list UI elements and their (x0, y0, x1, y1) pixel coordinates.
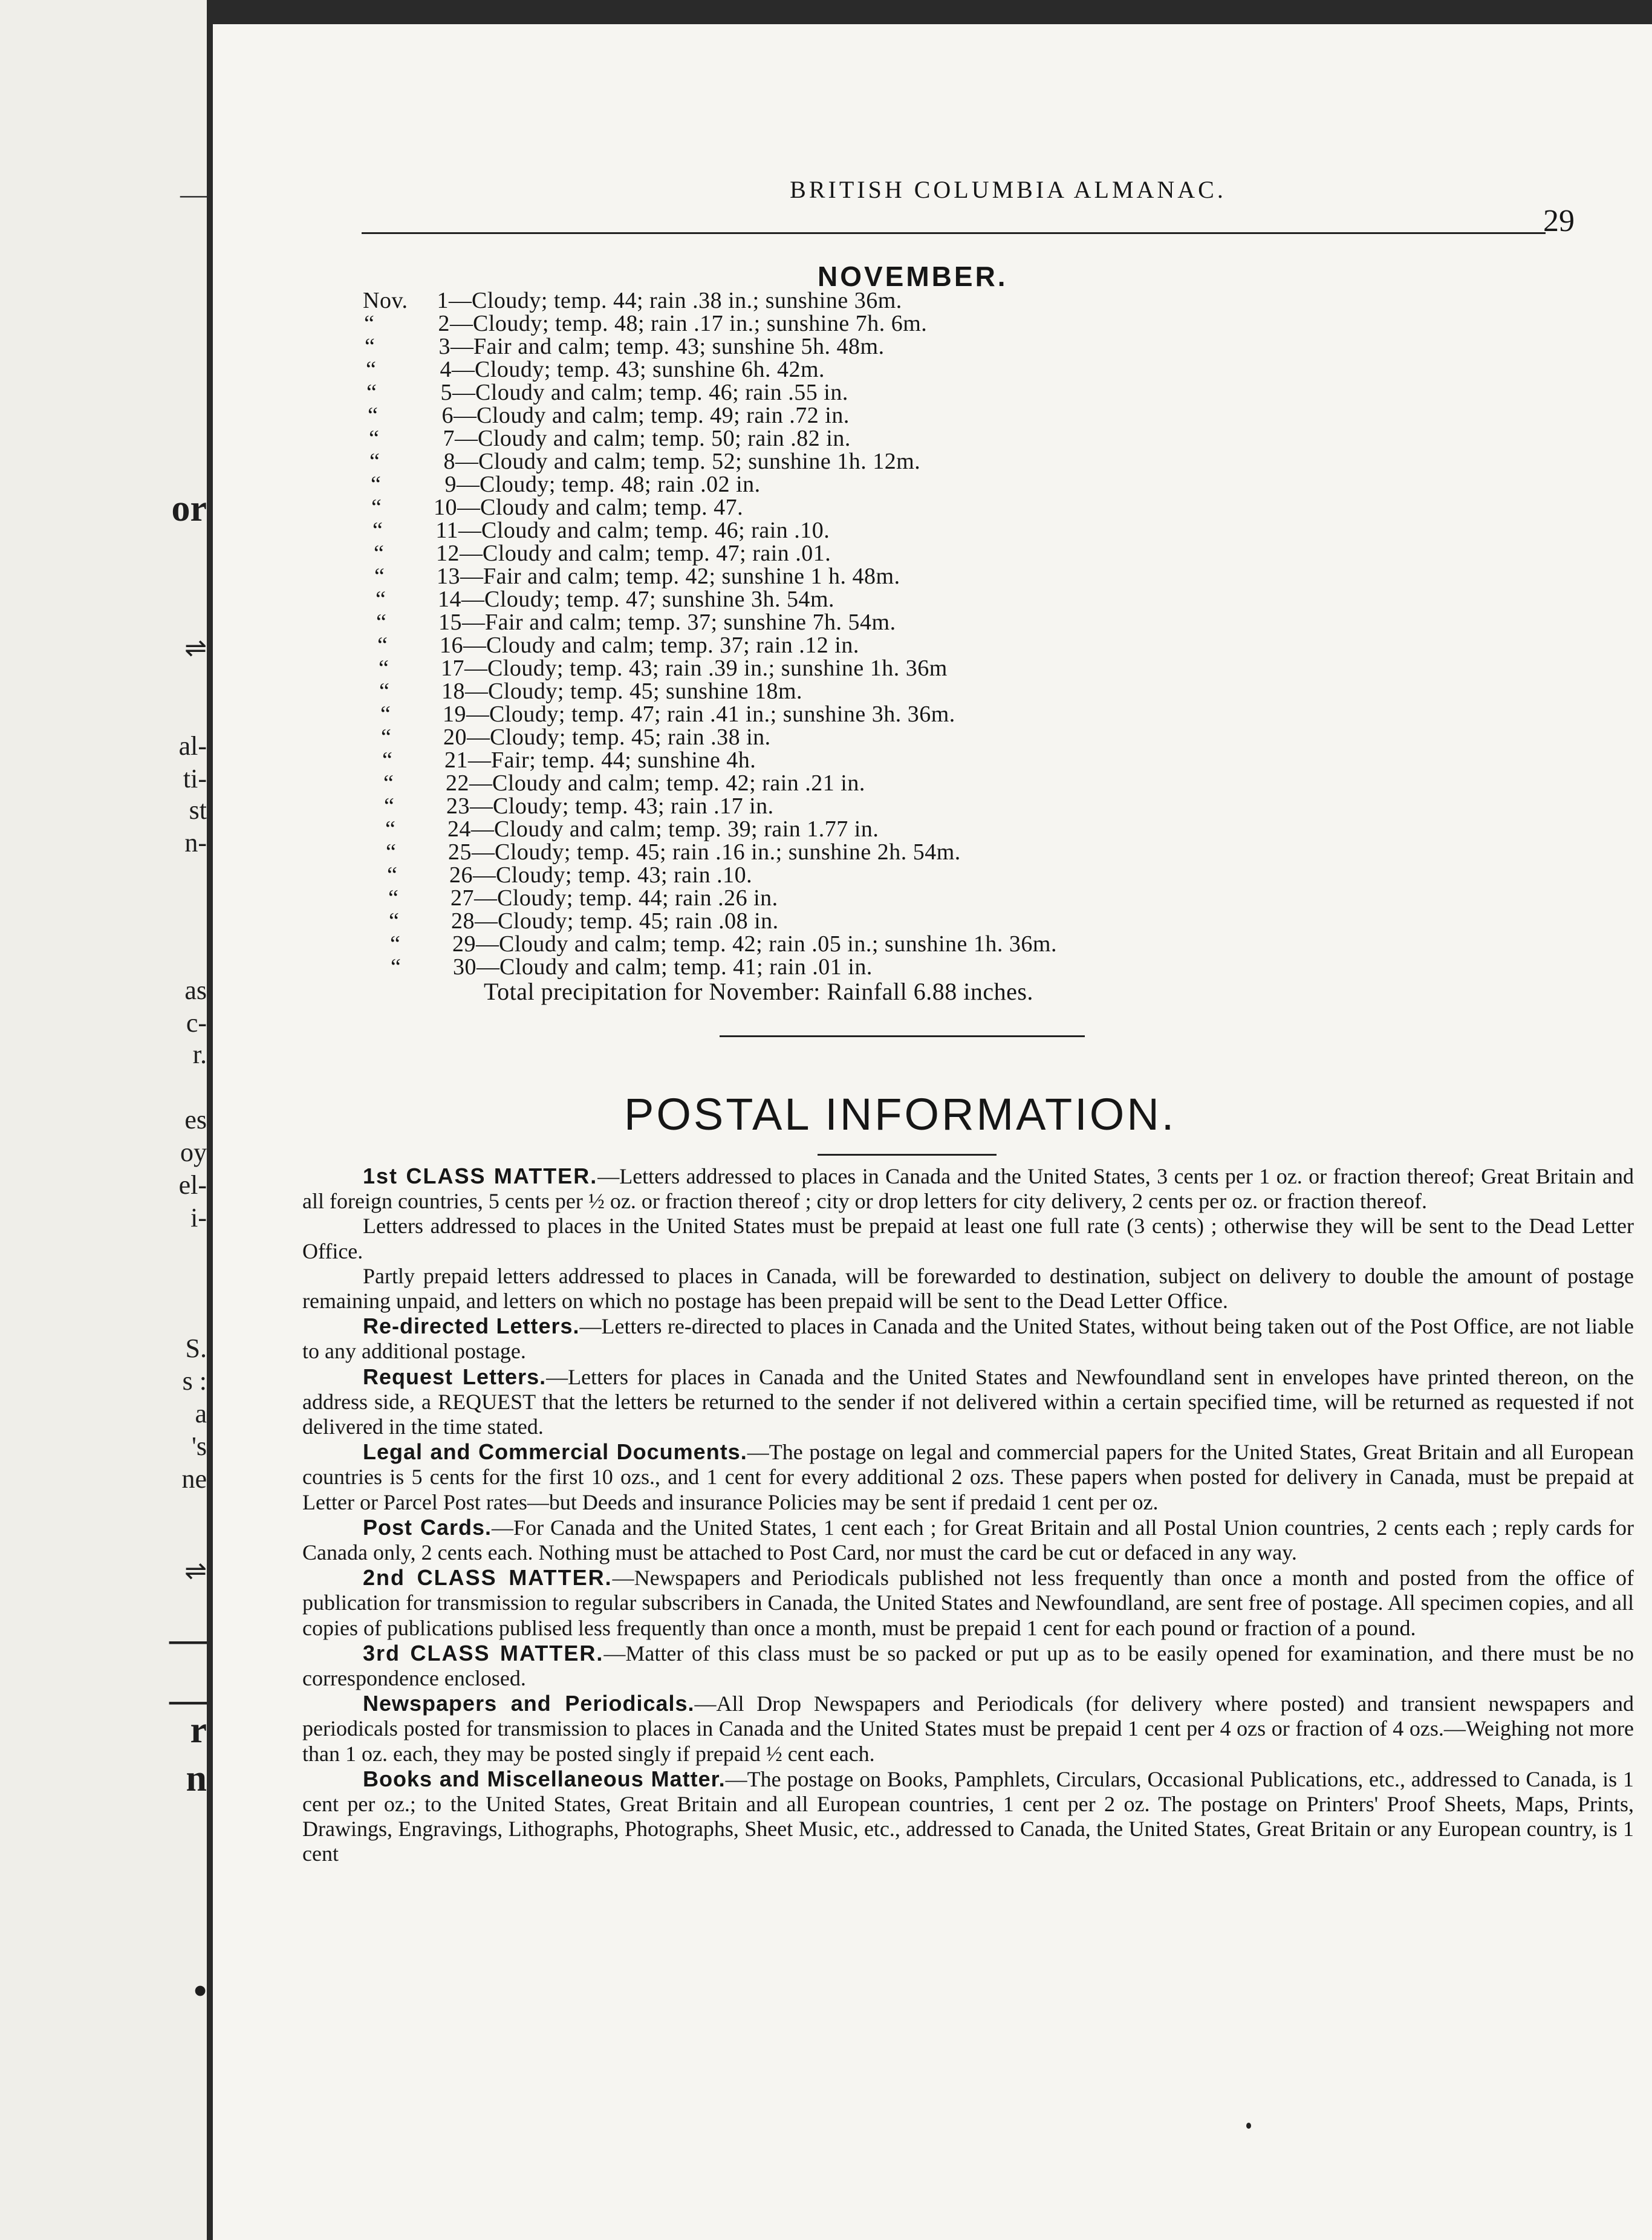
entry-day: 13 (437, 564, 460, 589)
postal-paragraph (302, 1214, 1634, 1263)
paragraph-text: —The postage on legal and commercial papers for the United States, Great Britain and all European countries is 5 cents for the first 10 ozs., and 1 cent for every additional 2 ozs. These papers when posted for delivery in Canada, must be prepaid at Letter or Parcel Post rates—but Deeds and insurance Policies may be sent if predaid 1 cent per oz. (302, 1440, 1634, 1514)
left-page-edge (0, 0, 207, 2240)
entry-dash: — (461, 587, 485, 612)
entry-text: Fair; temp. 44; sunshine 4h. (491, 747, 756, 773)
month-title-text: NOVEMBER. (818, 261, 1008, 292)
weather-entry (387, 864, 1391, 887)
postal-paragraph (302, 1364, 1634, 1440)
entry-day: 27 (450, 885, 474, 911)
entry-day: 5 (440, 380, 452, 405)
entry-marker: “ (388, 885, 399, 911)
entry-text: Cloudy and calm; temp. 47. (480, 495, 744, 520)
entry-text: Cloudy and calm; temp. 52; sunshine 1h. 12m. (478, 449, 921, 474)
paragraph-heading: Legal and Commercial Documents. (363, 1439, 747, 1465)
weather-entry (389, 910, 1391, 933)
entry-dash: — (473, 862, 496, 888)
left-page-fragment: n (186, 1758, 207, 1799)
weather-entry (371, 496, 1391, 519)
entry-text: Cloudy; temp. 45; rain .38 in. (490, 724, 771, 750)
entry-dash: — (471, 816, 495, 842)
entry-text: Cloudy; temp. 43; rain .39 in.; sunshine 1h. 36m (487, 656, 948, 681)
entry-marker: “ (364, 311, 375, 336)
weather-entry (386, 841, 1391, 864)
entry-day: 15 (438, 610, 462, 635)
entry-text: Cloudy and calm; temp. 50; rain .82 in. (478, 426, 851, 451)
postal-paragraph (302, 1164, 1634, 1214)
left-page-fragment: a (195, 1399, 207, 1428)
entry-dash: — (454, 403, 477, 428)
entry-dash: — (476, 954, 500, 980)
paragraph-text: Letters addressed to places in the United States must be prepaid at least one full rate (3 cents) ; otherwise they will be sent to the Dead Letter Office. (302, 1214, 1634, 1263)
paragraph-text: —Letters addressed to places in Canada and the United States, 3 cents per 1 oz. or fraction thereof; Great Britain and all foreign countries, 5 cents per ½ oz. or fraction thereof ; city or drop letters for city delivery, 2 cents per oz. or fraction thereof. (302, 1164, 1634, 1214)
weather-entry (388, 887, 1391, 910)
entry-marker: “ (374, 541, 385, 566)
left-page-fragment: oy (180, 1138, 207, 1167)
left-page-fragment: — (169, 1679, 207, 1721)
weather-entry (371, 473, 1391, 496)
entry-dash: — (469, 770, 493, 796)
entry-marker: “ (379, 679, 390, 704)
paragraph-heading: Books and Miscellaneous Matter. (363, 1766, 726, 1791)
paragraph-heading: Request Letters. (363, 1364, 547, 1389)
postal-paragraph (302, 1565, 1634, 1641)
left-page-fragment: S. (185, 1333, 207, 1363)
left-page-fragment: al- (178, 731, 207, 761)
weather-entry (385, 818, 1391, 841)
entry-text: Fair and calm; temp. 37; sunshine 7h. 54m. (485, 610, 896, 635)
header-rule (362, 232, 1546, 234)
paragraph-text: —Letters for places in Canada and the United States and Newfoundland sent in envelopes have printed thereon, on the address side, a REQUEST that the letters be returned to the sender if not delivered within a certain specified time, will be returned as requested if not delivered in the time stated. (302, 1364, 1634, 1439)
left-page-fragment: as (184, 975, 207, 1005)
entry-dash: — (474, 885, 498, 911)
entry-text: Cloudy; temp. 44; rain .38 in.; sunshine 36m. (472, 288, 902, 313)
entry-dash: — (470, 793, 493, 819)
entry-day: 24 (447, 816, 471, 842)
left-page-fragment: ne (181, 1464, 207, 1494)
left-page-fragment: or (171, 488, 207, 529)
entry-day: 30 (453, 954, 476, 980)
weather-entry (379, 680, 1391, 703)
entry-marker: “ (391, 954, 402, 980)
entry-day: 17 (441, 656, 464, 681)
entry-day: 10 (434, 495, 457, 520)
entry-marker: “ (369, 426, 380, 451)
entry-dash: — (463, 633, 487, 658)
entry-marker: “ (381, 724, 392, 750)
entry-text: Cloudy and calm; temp. 37; rain .12 in. (486, 633, 859, 658)
paragraph-text: —All Drop Newspapers and Periodicals (for delivery where posted) and transient newspapers and periodicals posted for transmission to places in Canada and the United States must be prepaid 1 cent per 4 ozs or fraction of 4 ozs.—Weighing not more than 1 oz. each, they may be posted singly if prepaid ½ cent each. (302, 1691, 1634, 1766)
weather-entry (369, 427, 1391, 450)
entry-dash: — (455, 449, 479, 474)
entry-marker: “ (366, 357, 377, 382)
weather-entry (379, 657, 1391, 680)
entry-day: 29 (452, 931, 476, 957)
entry-day: 4 (440, 357, 452, 382)
entry-text: Cloudy; temp. 45; rain .16 in.; sunshine 2h. 54m. (495, 839, 961, 865)
entry-day: 22 (446, 770, 469, 796)
entry-text: Cloudy; temp. 43; sunshine 6h. 42m. (475, 357, 825, 382)
postal-paragraph (302, 1264, 1634, 1314)
entry-marker: “ (380, 702, 391, 727)
entry-text: Fair and calm; temp. 42; sunshine 1 h. 48m. (483, 564, 900, 589)
paragraph-heading: Newspapers and Periodicals. (363, 1691, 695, 1716)
weather-entry (390, 933, 1391, 956)
entry-dash: — (460, 564, 484, 589)
left-page-fragment: — (169, 1619, 207, 1660)
entry-day: 8 (443, 449, 455, 474)
left-page-fragment: ⇌ (184, 633, 207, 663)
left-page-fragment: 's (191, 1431, 207, 1461)
weather-entry (368, 404, 1391, 427)
entry-marker: Nov. (363, 288, 408, 313)
left-page-fragment: — (180, 180, 207, 209)
entry-text: Cloudy and calm; temp. 47; rain .01. (483, 541, 831, 566)
entry-marker: “ (390, 931, 401, 957)
entry-marker: “ (366, 380, 377, 405)
weather-entry (380, 703, 1391, 726)
paragraph-text: —Matter of this class must be so packed or put up as to be easily opened for examination, and there must be no correspondence enclosed. (302, 1641, 1634, 1691)
weather-entry (382, 749, 1391, 772)
weather-entry (372, 519, 1391, 542)
entry-dash: — (464, 656, 488, 681)
left-page-fragment: ti- (183, 764, 207, 793)
entry-marker: “ (368, 403, 379, 428)
weather-entry (366, 381, 1391, 404)
entry-dash: — (472, 839, 495, 865)
entry-dash: — (457, 472, 480, 497)
entry-day: 19 (443, 702, 466, 727)
entry-dash: — (465, 679, 489, 704)
paragraph-heading: 1st CLASS MATTER. (363, 1164, 598, 1188)
entry-dash: — (462, 610, 486, 635)
left-page-fragment: n- (184, 828, 207, 858)
left-page-fragment: ⇌ (184, 1556, 207, 1586)
entry-text: Cloudy; temp. 47; sunshine 3h. 54m. (484, 587, 835, 612)
paragraph-heading: Re-directed Letters. (363, 1314, 580, 1339)
entry-dash: — (466, 702, 490, 727)
paragraph-text: Partly prepaid letters addressed to places in Canada, will be forewarded to destination, subject on delivery to double the amount of postage remaining unpaid, and letters on which no postage has been prepaid will be sent to the Dead Letter Office. (302, 1263, 1634, 1314)
entry-marker: “ (371, 472, 382, 497)
entry-text: Cloudy and calm; temp. 42; rain .21 in. (492, 770, 865, 796)
entry-marker: “ (379, 656, 389, 681)
weather-entry (383, 772, 1391, 795)
left-page-fragment: st (189, 795, 207, 825)
paragraph-heading: Post Cards. (363, 1514, 492, 1540)
entry-text: Cloudy; temp. 47; rain .41 in.; sunshine 3h. 36m. (489, 702, 955, 727)
entry-marker: “ (389, 908, 400, 934)
running-head: BRITISH COLUMBIA ALMANAC. (790, 176, 1226, 203)
postal-information (302, 1164, 1634, 1867)
weather-entry (384, 795, 1391, 818)
entry-marker: “ (387, 862, 398, 888)
entry-day: 11 (435, 518, 458, 543)
weather-entry (364, 312, 1391, 335)
entry-marker: “ (372, 518, 383, 543)
entry-day: 7 (443, 426, 455, 451)
entry-day: 25 (448, 839, 472, 865)
entry-marker: “ (384, 793, 395, 819)
weather-entry (381, 726, 1391, 749)
section-separator (720, 1035, 1085, 1037)
page-header (364, 146, 1652, 238)
entry-marker: “ (385, 816, 396, 842)
left-page-fragment: es (184, 1105, 207, 1135)
entry-dash: — (455, 426, 478, 451)
entry-day: 6 (441, 403, 454, 428)
postal-paragraph (302, 1515, 1634, 1565)
paragraph-text: —Letters re-directed to places in Canada and the United States, without being taken out of the Post Office, are not liable to any additional postage. (302, 1314, 1634, 1364)
entry-dash: — (460, 541, 483, 566)
left-page-fragment: c- (186, 1008, 207, 1038)
entry-dash: — (468, 747, 492, 773)
paragraph-heading: 2nd CLASS MATTER. (363, 1565, 613, 1590)
entry-day: 3 (438, 334, 450, 359)
entry-text: Cloudy; temp. 45; sunshine 18m. (488, 679, 803, 704)
entry-text: Cloudy; temp. 43; rain .10. (496, 862, 753, 888)
weather-entry (363, 289, 1391, 312)
entry-marker: “ (365, 334, 376, 359)
weather-entry (374, 565, 1391, 588)
entry-text: Cloudy and calm; temp. 46; rain .55 in. (475, 380, 848, 405)
page-number: 29 (1543, 204, 1575, 238)
paragraph-text: —The postage on Books, Pamphlets, Circulars, Occasional Publications, etc., addressed to Canada, is 1 cent per oz.; to the United States, Great Britain and all European countries, 1 cent per 2 oz. The postage on Printers' Proof Sheets, Maps, Prints, Drawings, Engravings, Lithographs, Photographs, Sheet Music, etc., addressed to Canada, the United States, Great Britain or any European country, is 1 cent (302, 1766, 1634, 1866)
entry-text: Cloudy; temp. 44; rain .26 in. (497, 885, 778, 911)
postal-paragraph (302, 1439, 1634, 1515)
weather-list (363, 289, 1391, 1005)
entry-day: 20 (443, 724, 467, 750)
paragraph-text: —Newspapers and Periodicals published not less frequently than once a month and posted from the office of publication for transmission to regular subscribers in Canada, the United States and Newfoundland, are sent free of postage. All specimen copies, and all copies of publications publised less frequently than once a month, must be prepaid 1 cent for each pound or fraction of a pound. (302, 1566, 1634, 1640)
entry-day: 1 (437, 288, 449, 313)
entry-day: 16 (440, 633, 463, 658)
paragraph-heading: 3rd CLASS MATTER. (363, 1640, 604, 1665)
entry-text: Cloudy and calm; temp. 46; rain .10. (481, 518, 830, 543)
ink-speck (1246, 2123, 1251, 2129)
entry-day: 12 (436, 541, 460, 566)
almanac-page (213, 24, 1652, 2240)
postal-paragraph (302, 1766, 1634, 1867)
left-page-fragment: • (193, 1971, 207, 2012)
entry-day: 14 (438, 587, 461, 612)
weather-entry (369, 450, 1391, 473)
entry-dash: — (452, 357, 475, 382)
postal-paragraph (302, 1314, 1634, 1364)
entry-marker: “ (386, 839, 397, 865)
entry-dash: — (457, 495, 481, 520)
title-underline (818, 1154, 997, 1156)
entry-dash: — (458, 518, 482, 543)
left-page-fragment: r. (192, 1040, 207, 1069)
entry-dash: — (450, 311, 473, 336)
entry-text: Fair and calm; temp. 43; sunshine 5h. 48m. (473, 334, 885, 359)
weather-entry (374, 542, 1391, 565)
weather-entry (377, 634, 1391, 657)
left-page-fragment: s : (182, 1366, 207, 1396)
entry-text: Cloudy and calm; temp. 49; rain .72 in. (476, 403, 850, 428)
weather-entry (365, 335, 1391, 358)
entry-text: Cloudy and calm; temp. 39; rain 1.77 in. (494, 816, 879, 842)
entry-day: 2 (438, 311, 450, 336)
entry-text: Cloudy; temp. 48; rain .17 in.; sunshine 7h. 6m. (473, 311, 928, 336)
left-page-fragment: i- (190, 1203, 207, 1232)
weather-entry (376, 611, 1391, 634)
weather-total: Total precipitation for November: Rainfall 6.88 inches. (484, 978, 1033, 1005)
entry-dash: — (450, 334, 474, 359)
weather-entry (376, 588, 1391, 611)
paragraph-text: —For Canada and the United States, 1 cent each ; for Great Britain and all Postal Union countries, 2 cents each ; reply cards for Canada only, 2 cents each. Nothing must be attached to Post Card, nor must the card be cut or defaced in any way. (302, 1515, 1634, 1565)
entry-marker: “ (369, 449, 380, 474)
entry-marker: “ (376, 610, 387, 635)
entry-marker: “ (383, 770, 394, 796)
entry-day: 23 (446, 793, 470, 819)
entry-dash: — (449, 288, 472, 313)
weather-entry (391, 956, 1391, 978)
entry-text: Cloudy; temp. 48; rain .02 in. (480, 472, 761, 497)
entry-marker: “ (377, 633, 388, 658)
entry-text: Cloudy; temp. 43; rain .17 in. (493, 793, 774, 819)
entry-text: Cloudy; temp. 45; rain .08 in. (498, 908, 779, 934)
entry-dash: — (476, 931, 499, 957)
entry-marker: “ (376, 587, 386, 612)
entry-marker: “ (374, 564, 385, 589)
entry-day: 18 (441, 679, 465, 704)
entry-day: 28 (451, 908, 475, 934)
entry-day: 9 (444, 472, 457, 497)
entry-day: 26 (449, 862, 473, 888)
entry-marker: “ (371, 495, 382, 520)
left-page-fragment: el- (178, 1170, 207, 1200)
postal-title: POSTAL INFORMATION. (624, 1089, 1177, 1139)
entry-dash: — (475, 908, 498, 934)
postal-paragraph (302, 1691, 1634, 1766)
left-page-fragment: r (190, 1710, 207, 1751)
weather-entry (366, 358, 1391, 381)
entry-dash: — (452, 380, 476, 405)
entry-dash: — (467, 724, 490, 750)
entry-marker: “ (382, 747, 393, 773)
entry-day: 21 (444, 747, 468, 773)
entry-text: Cloudy and calm; temp. 41; rain .01 in. (499, 954, 873, 980)
postal-paragraph (302, 1641, 1634, 1691)
entry-text: Cloudy and calm; temp. 42; rain .05 in.; sunshine 1h. 36m. (499, 931, 1057, 957)
